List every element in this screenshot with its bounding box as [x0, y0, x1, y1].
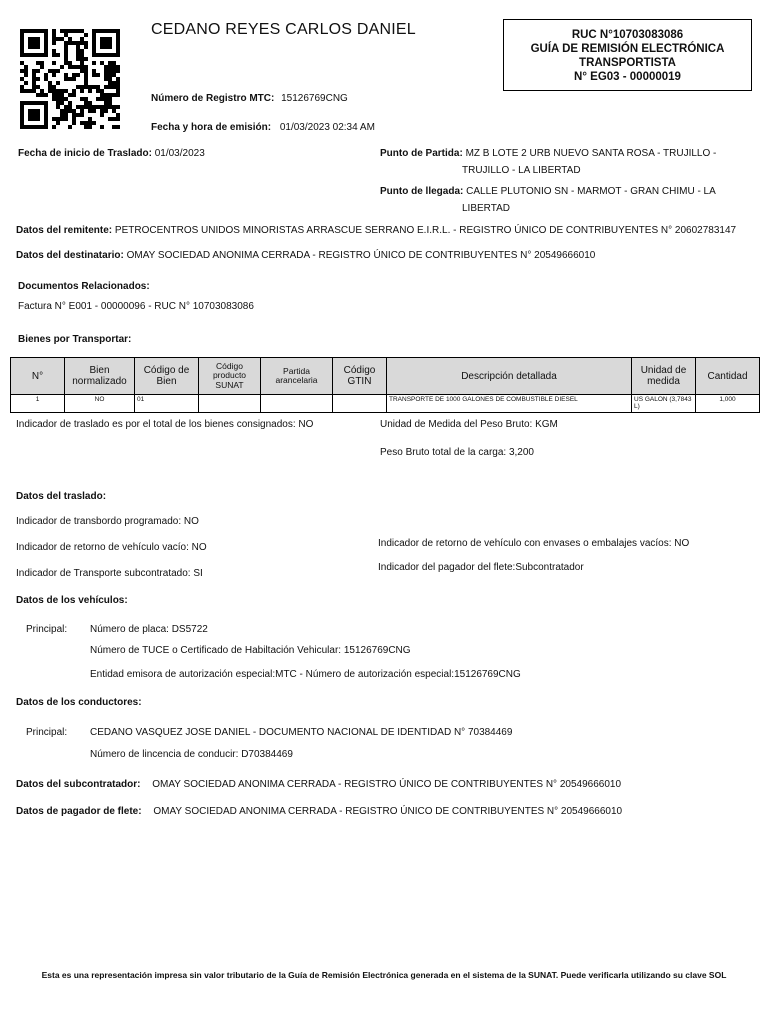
- cell-descripcion: TRANSPORTE DE 1000 GALONES DE COMBUSTIBLE DIESEL: [387, 395, 632, 413]
- issuer-name: CEDANO REYES CARLOS DANIEL: [151, 21, 416, 38]
- table-header-row: [11, 358, 760, 395]
- unidad-peso-bruto: Unidad de Medida del Peso Bruto: KGM: [380, 419, 558, 430]
- cell-gtin: [333, 395, 387, 413]
- vehiculo-principal-label: Principal:: [26, 624, 68, 635]
- peso-bruto-total: Peso Bruto total de la carga: 3,200: [380, 447, 534, 458]
- llegada-label: Punto de llegada:: [380, 186, 464, 197]
- col-header-bien-normalizado: Bien normalizado: [65, 358, 135, 395]
- col-header-gtin: Código GTIN: [333, 358, 387, 395]
- indicador-pagador-flete: Indicador del pagador del flete:Subcontratador: [378, 562, 584, 573]
- emission-datetime: [151, 122, 375, 133]
- remitente: [16, 225, 736, 236]
- indicador-traslado-total: Indicador de traslado es por el total de los bienes consignados: NO: [16, 419, 314, 430]
- pagador-value: OMAY SOCIEDAD ANONIMA CERRADA - REGISTRO ÚNICO DE CONTRIBUYENTES N° 20549666010: [153, 806, 623, 817]
- documentos-title: Documentos Relacionados:: [18, 281, 150, 292]
- remitente-value: PETROCENTROS UNIDOS MINORISTAS ARRASCUE SERRANO E.I.R.L. - REGISTRO ÚNICO DE CONTRIBUYENTES N° 20602783147: [114, 225, 737, 236]
- llegada-line2: LIBERTAD: [462, 203, 510, 214]
- llegada-line1: CALLE PLUTONIO SN - MARMOT - GRAN CHIMU - LA: [466, 186, 716, 197]
- cell-bien-normalizado: NO: [65, 395, 135, 413]
- cell-partida: [261, 395, 333, 413]
- bienes-title: Bienes por Transportar:: [18, 334, 132, 345]
- subcontratador-value: OMAY SOCIEDAD ANONIMA CERRADA - REGISTRO ÚNICO DE CONTRIBUYENTES N° 20549666010: [152, 779, 621, 790]
- indicador-subcontratado: Indicador de Transporte subcontratado: SI: [16, 568, 203, 579]
- mtc-value: 15126769CNG: [281, 93, 348, 104]
- ruc-box: [503, 19, 752, 91]
- destinatario-label: Datos del destinatario:: [16, 250, 124, 261]
- bienes-table: [10, 357, 760, 413]
- footer-note: Esta es una representación impresa sin valor tributario de la Guía de Remisión Electrónica generada en el sistema de la SUNAT. Puede verificarla utilizando su clave SOL: [41, 970, 727, 980]
- inicio-value: 01/03/2023: [154, 148, 205, 159]
- fecha-inicio-traslado: [18, 148, 205, 159]
- mtc-label: Número de Registro MTC:: [151, 93, 275, 104]
- col-header-codigo-sunat: Código producto SUNAT: [199, 358, 261, 395]
- cell-unidad: US GALON (3,7843 L): [632, 395, 696, 413]
- indicador-transbordo: Indicador de transbordo programado: NO: [16, 516, 199, 527]
- indicador-retorno-vacio: Indicador de retorno de vehículo vacío: NO: [16, 542, 207, 553]
- emision-label: Fecha y hora de emisión:: [151, 122, 272, 133]
- cell-n: 1: [11, 395, 65, 413]
- emision-value: 01/03/2023 02:34 AM: [279, 122, 375, 133]
- remitente-label: Datos del remitente:: [16, 225, 113, 236]
- table-row: [11, 395, 760, 413]
- vehiculos-title: Datos de los vehículos:: [16, 595, 128, 606]
- conductor-nombre: CEDANO VASQUEZ JOSE DANIEL - DOCUMENTO NACIONAL DE IDENTIDAD N° 70384469: [90, 727, 513, 738]
- col-header-cantidad: Cantidad: [696, 358, 760, 395]
- punto-partida: [380, 148, 716, 159]
- cell-codigo-sunat: [199, 395, 261, 413]
- doc-number: N° EG03 - 00000019: [574, 71, 681, 83]
- conductor-licencia: Número de lincencia de conducir: D70384469: [90, 749, 293, 760]
- doc-type: GUÍA DE REMISIÓN ELECTRÓNICA: [530, 43, 725, 55]
- partida-line2: TRUJILLO - LA LIBERTAD: [462, 165, 581, 176]
- cell-codigo-bien: 01: [135, 395, 199, 413]
- col-header-descripcion: Descripción detallada: [387, 358, 632, 395]
- vehiculo-placa: Número de placa: DS5722: [90, 624, 208, 635]
- subcontratador: [16, 779, 621, 790]
- cell-cantidad: 1,000: [696, 395, 760, 413]
- subcontratador-label: Datos del subcontratador:: [16, 779, 141, 790]
- conductores-title: Datos de los conductores:: [16, 697, 142, 708]
- pagador-label: Datos de pagador de flete:: [16, 806, 142, 817]
- pagador-flete: [16, 806, 622, 817]
- indicador-retorno-envases: Indicador de retorno de vehículo con envases o embalajes vacíos: NO: [378, 538, 690, 549]
- punto-llegada: [380, 186, 716, 197]
- vehiculo-entidad: Entidad emisora de autorización especial:MTC - Número de autorización especial:15126769CNG: [90, 669, 521, 680]
- documentos-value: Factura N° E001 - 00000096 - RUC N° 10703083086: [18, 301, 254, 312]
- conductor-principal-label: Principal:: [26, 727, 68, 738]
- datos-traslado-title: Datos del traslado:: [16, 491, 107, 502]
- partida-line1: MZ B LOTE 2 URB NUEVO SANTA ROSA - TRUJILLO -: [465, 148, 717, 159]
- destinatario: [16, 250, 595, 261]
- doc-subtype: TRANSPORTISTA: [579, 57, 676, 69]
- col-header-codigo-bien: Código de Bien: [135, 358, 199, 395]
- ruc-number: RUC N°10703083086: [571, 29, 684, 41]
- inicio-label: Fecha de inicio de Traslado:: [18, 148, 152, 159]
- col-header-partida: Partida arancelaria: [261, 358, 333, 395]
- mtc-registration: [151, 93, 348, 104]
- vehiculo-tuce: Número de TUCE o Certificado de Habiltación Vehicular: 15126769CNG: [90, 645, 411, 656]
- destinatario-value: OMAY SOCIEDAD ANONIMA CERRADA - REGISTRO ÚNICO DE CONTRIBUYENTES N° 20549666010: [126, 250, 596, 261]
- col-header-n: N°: [11, 358, 65, 395]
- col-header-unidad: Unidad de medida: [632, 358, 696, 395]
- partida-label: Punto de Partida:: [380, 148, 463, 159]
- qr-code: [20, 26, 120, 132]
